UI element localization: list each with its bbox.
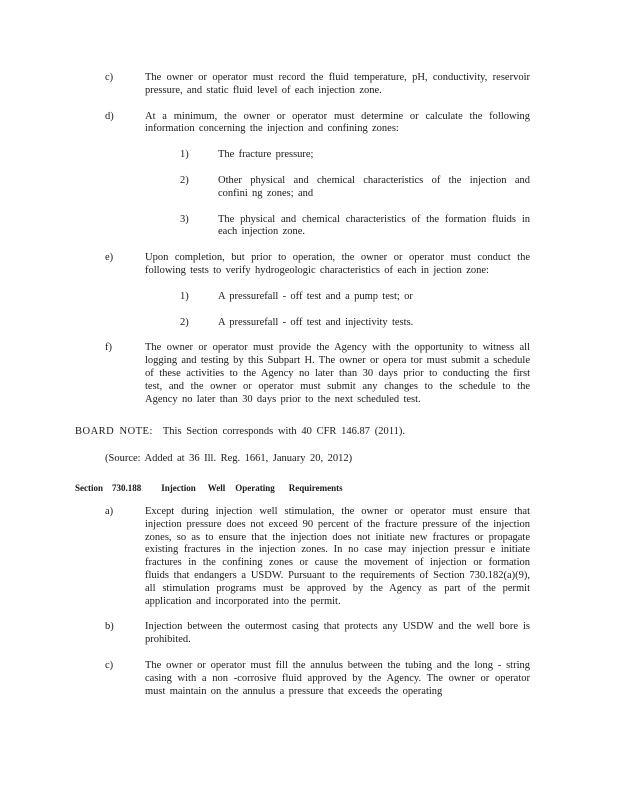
list-item-c2 — [105, 660, 530, 698]
item-text: Injection between the outermost casing that protects any USDW and the well bore is prohibited. — [145, 621, 530, 646]
item-label: a) — [105, 505, 114, 517]
item-label: c) — [105, 659, 114, 671]
sub-item-label: 2) — [180, 316, 189, 328]
item-text: Upon completion, but prior to operation, the owner or operator must conduct the following tests to verify hydrogeologic characteristics of each in jection zone: — [145, 252, 530, 276]
sub-item-1 — [145, 291, 530, 304]
item-text: At a minimum, the owner or operator must determine or calculate the following information concerning the injection and confining zones: — [145, 110, 530, 135]
item-content — [145, 72, 530, 98]
sub-item-label: 3) — [180, 213, 189, 225]
sub-item-label: 1) — [180, 149, 189, 161]
item-label: c) — [105, 72, 114, 83]
section-heading-word: Operating — [235, 482, 275, 493]
item-content — [145, 111, 530, 240]
section-heading-word: Injection — [161, 482, 196, 493]
list-item-e — [105, 252, 530, 329]
sub-item-1 — [145, 149, 530, 162]
sub-item-text: The physical and chemical characteristics of the formation fluids in each injection zone. — [218, 213, 530, 238]
item-text: The owner or operator must fill the annulus between the tubing and the long - string casing with a non -corrosive fluid approved by the Agency. The owner or operator must maintain on the annulus a pressure that exceeds the operating — [145, 659, 530, 697]
list-item-d — [105, 111, 530, 240]
sub-item-2 — [145, 175, 530, 201]
item-text: The owner or operator must provide the Agency with the opportunity to witness all logging and testing by this Subpart H. The owner or opera tor must submit a schedule of these activities to the Agency no later than 30 days prior to conducting the first test, and the owner or operator must submit any changes to the schedule to the Agency no later than 30 days prior to the next scheduled test. — [145, 342, 530, 405]
item-content — [145, 506, 530, 608]
item-content — [145, 660, 530, 698]
sub-item-text: Other physical and chemical characteristics of the injection and confini ng zones; and — [218, 174, 530, 199]
board-note-label: BOARD NOTE: — [75, 426, 153, 438]
list-item-f — [105, 342, 530, 406]
item-content — [145, 621, 530, 647]
sub-item-text: A pressurefall - off test and a pump test; or — [218, 290, 413, 302]
item-text: The owner or operator must record the fluid temperature, pH, conductivity, reservoir pressure, and static fluid level of each injection zone. — [145, 72, 530, 96]
section-heading-word: Well — [207, 482, 226, 493]
list-item-c — [105, 72, 530, 98]
section-heading-word: Requirements — [288, 482, 343, 493]
item-text: Except during injection well stimulation, the owner or operator must ensure that injection pressure does not exceed 90 percent of the fracture pressure of the injection zones, so as to ensure that the injection does not initiate new fractures or propagate existing fractures in the injection zones. In no case may injection pressur e initiate fractures in the confining zones or cause the movement of injection or formation fluids that endangers a USDW. Pursuant to the requirements of Section 730.182(a)(9), all stimulation programs must be approved by the Agency as part of the permit application and incorporated into the permit. — [145, 505, 530, 607]
item-label: e) — [105, 252, 114, 264]
list-item-a — [105, 506, 530, 608]
section-730-188-list — [105, 506, 530, 698]
section-heading-word: Section — [75, 482, 103, 493]
list-item-b — [105, 621, 530, 647]
item-label: f) — [105, 342, 112, 354]
source-line: (Source: Added at 36 Ill. Reg. 1661, January 20, 2012) — [105, 453, 353, 465]
item-label: b) — [105, 621, 114, 633]
section-heading — [75, 483, 530, 494]
sub-item-2 — [145, 317, 530, 330]
section-number: 730.188 — [112, 482, 142, 493]
item-content — [145, 252, 530, 329]
sub-item-label: 1) — [180, 290, 189, 302]
board-note-text: This Section corresponds with 40 CFR 146.87 (2011). — [162, 426, 405, 438]
sub-item-text: The fracture pressure; — [218, 149, 314, 161]
sub-item-3 — [145, 214, 530, 240]
item-label: d) — [105, 110, 114, 122]
item-content — [145, 342, 530, 406]
sub-item-text: A pressurefall - off test and injectivity tests. — [218, 316, 414, 328]
sub-item-label: 2) — [180, 174, 189, 186]
board-note — [75, 426, 530, 439]
